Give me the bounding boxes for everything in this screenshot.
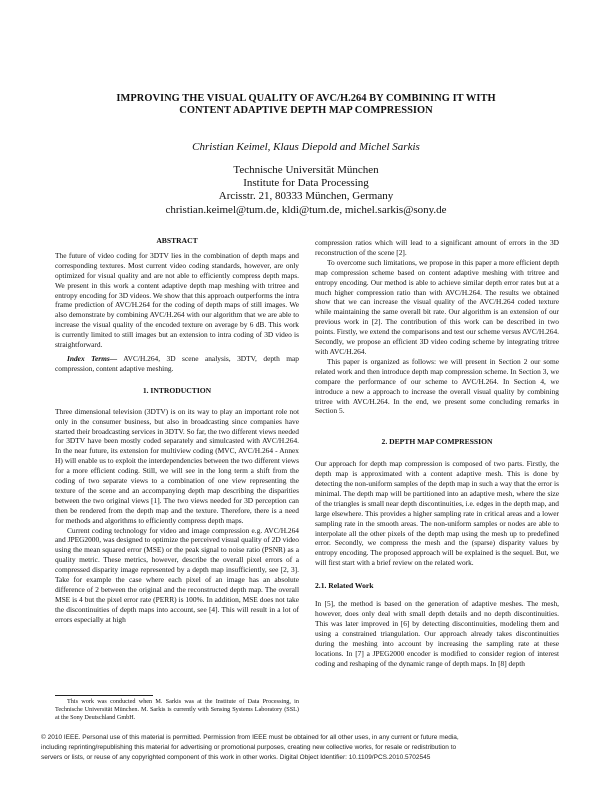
copyright-line-3: servers or lists, or reuse of any copyrighted component of this work in other works. Digital Object Identifier: 10.1109/PCS.2010.5702545 <box>41 754 431 762</box>
title-line-1: IMPROVING THE VISUAL QUALITY OF AVC/H.264 BY COMBINING IT WITH <box>116 93 496 104</box>
section-2-heading: 2. DEPTH MAP COMPRESSION <box>381 437 493 447</box>
copyright-line-1: © 2010 IEEE. Personal use of this material is permitted. Permission from IEEE must be obtained for all other uses, in any current or future media, <box>41 734 459 741</box>
related-work-paragraph: In [5], the method is based on the generation of adaptive meshes. The mesh, however, does only deal with small depth details and no depth discontinuities. This was later improved in [6] by detecting discontinuities, modeling them and using a constrained triangulation. Our approach already takes discontinuities during the meshing into account by increasing the sampling rate at these locations. In [7] a JPEG2000 encoder is modified to consider region of interest coding and reshaping of the dynamic range of depth maps. In [8] depth <box>315 599 559 668</box>
left-column <box>55 236 299 625</box>
affiliation <box>0 164 612 217</box>
intro-continuation: compression ratios which will lead to a significant amount of errors in the 3D reconstruction of the scene [2]. <box>315 238 559 257</box>
affiliation-emails: christian.keimel@tum.de, kldi@tum.de, michel.sarkis@sony.de <box>165 203 447 216</box>
copyright-notice <box>41 733 581 763</box>
intro-paragraph-3: To overcome such limitations, we propose in this paper a more efficient depth map compression scheme based on content adaptive meshing with tritree and entropy encoding. Our method is able to achieve similar depth error rates but at a much higher compression ratio than with AVC/H.264. The results we obtained show that we can increase the visual quality of the AVC/H.264 coded texture while maintaining the same overall bit rate. Our algorithm is an extension of our previous work in [2]. The contribution of this work can be described in two points. Firstly, we extend the comparisons and test our scheme versus AVC/H.264. Secondly, we propose an efficient 3D video coding scheme by integrating tritree with AVC/H.264. <box>315 257 559 356</box>
affiliation-university: Technische Universität München <box>233 164 379 176</box>
footnote: This work was conducted when M. Sarkis was at the Institute of Data Processing, in Technische Universität München. M. Sarkis is currently with Sensing Systems Laboratory (SSL) at the Sony Deutschland GmbH. <box>55 698 299 722</box>
intro-paragraph-1: Three dimensional television (3DTV) is on its way to play an important role not only in the consumer business, but also in broadcasting since companies have started their broadcasting services in 3DTV. So far, the two different views needed for 3DTV have been mostly coded separately and simulcasted with AVC/H.264. In the near future, its extension for multiview coding (MVC, AVC/H.264 - Annex H) will enable us to exploit the interdependencies between the two different views for a more efficient coding. Still, we will see in the long term a shift from the coding of two separate views to a combination of one view representing the texture of the scene and an accompanying depth map describing the disparities between the two original views [1]. The two views needed for 3D perception can then be rendered from the depth map and the texture. Therefore, there is a need for methods and algorithms to efficiently compress depth maps. <box>55 406 299 525</box>
index-terms <box>55 354 299 374</box>
footnote-divider <box>55 695 153 696</box>
affiliation-institute: Institute for Data Processing <box>243 177 369 190</box>
title-line-2: CONTENT ADAPTIVE DEPTH MAP COMPRESSION <box>179 105 433 117</box>
subsection-2-1-heading: 2.1. Related Work <box>315 581 374 591</box>
index-terms-list: AVC/H.264, 3D scene analysis, 3DTV, depth map compression, content adaptive meshing. <box>55 353 299 373</box>
intro-paragraph-2: Current coding technology for video and image compression e.g. AVC/H.264 and JPEG2000, was designed to optimize the perceived visual quality of 2D video using the mean squared error (MSE) or the peak signal to noise ratio (PSNR) as a quality metric. These metrics, however, describe the overall pixel errors of a compressed disparity image represented by a depth map insufficiently, see [2, 3]. Take for example the case where each pixel of an image has an absolute difference of 2 between the original and the reconstructed depth map. The overall MSE is 4 but the pixel error rate (PERR) is 100%. In addition, MSE does not take the discontinuities of depth maps into account, see [4]. This will result in a lot of errors especially at high <box>55 525 299 624</box>
paper-title <box>40 93 572 118</box>
affiliation-address: Arcisstr. 21, 80333 München, Germany <box>218 190 394 203</box>
abstract-heading: ABSTRACT <box>156 236 198 245</box>
section-1-heading: 1. INTRODUCTION <box>142 385 212 395</box>
copyright-line-2: including reprinting/republishing this material for advertising or promotional purposes, creating new collective works, for resale or redistribution to <box>41 744 457 752</box>
section-2-paragraph-1: Our approach for depth map compression is composed of two parts. Firstly, the depth map is approximated with a content adaptive mesh. This is done by detecting the non-uniform samples of the depth map in such a way that the error is minimal. The depth map will be partitioned into an adaptive mesh, where the size of the triangles is small near depth discontinuities, i.e. edges in the depth map, and large elsewhere. This provides a higher sampling rate in critical areas and a lower sampling rate in the smooth areas. The non-uniform samples or nodes are able to interpolate all the other pixels of the depth map using the mesh up to predefined error. Secondly, we compress the mesh and the (sparse) disparity values by entropy encoding. The proposed approach will be explained is the sequel. But, we will first start with a brief review on the related work. <box>315 459 559 568</box>
index-terms-label: Index Terms— <box>67 353 118 363</box>
abstract-text: The future of video coding for 3DTV lies in the combination of depth maps and corresponding textures. Most current video coding standards, however, are only optimized for visual quality and are not able to efficiently compress depth maps. We present in this work a content adaptive depth map meshing with tritree and entropy encoding for 3D videos. We show that this approach outperforms the intra frame prediction of AVC/H.264 for the coding of depth maps of still images. We also demonstrate by combining AVC/H.264 with our algorithm that we are able to increase the visual quality of the encoded texture on average by 6 dB. This work is currently limited to still images but an extension to intra coding of 3D video is straightforward. <box>55 250 299 350</box>
right-column <box>315 238 559 668</box>
authors: Christian Keimel, Klaus Diepold and Michel Sarkis <box>192 141 420 153</box>
intro-paragraph-4: This paper is organized as follows: we will present in Section 2 our some related work and then introduce depth map compression scheme. In Section 3, we compare the performance of our scheme to AVC/H.264. In Section 4, we introduce a new a approach to increase the overall visual quality by combining tritree with AVC/H.264. In the end, we present some concluding remarks in Section 5. <box>315 356 559 416</box>
